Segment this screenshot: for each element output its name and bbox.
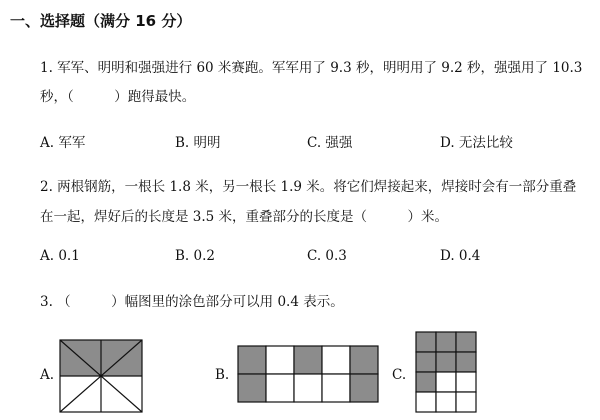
question-2-text-line1: 2. 两根钢筋，一根长 1.8 米，另一根长 1.9 米。将它们焊接起来，焊接时会有一部分重叠 [40,179,577,195]
figure-b-shaded-cell [350,346,378,374]
figure-c-grid[interactable] [416,332,476,412]
figure-c-shaded-cell [436,332,456,352]
figure-c-shaded-cell [456,332,476,352]
figure-b-shaded-cell [238,374,266,402]
figure-b-cell [322,374,350,402]
figure-c-cell [456,392,476,412]
question-2-text-line2: 在一起，焊好后的长度是 3.5 米，重叠部分的长度是（ ）米。 [40,209,449,225]
figure-b-cell [322,346,350,374]
figure-b-shaded-cell [294,346,322,374]
figure-c-cell [436,392,456,412]
question-1-option-a[interactable]: A. 军军 [40,135,86,151]
question-3-option-a-label[interactable]: A. [40,367,55,383]
figure-b-shaded-cell [238,346,266,374]
figure-b-grid[interactable] [238,346,378,402]
figure-b-cell [266,346,294,374]
figure-c-cell [456,372,476,392]
question-3-option-c-label[interactable]: C. [392,367,407,383]
question-3-text: 3. （ ）幅图里的涂色部分可以用 0.4 表示。 [40,294,344,310]
figure-c-cell [436,372,456,392]
section-title: 一、选择题（满分 16 分） [10,12,192,30]
question-2-option-d[interactable]: D. 0.4 [440,248,481,264]
figure-c-shaded-cell [416,352,436,372]
figure-c-shaded-cell [436,352,456,372]
question-1-option-d[interactable]: D. 无法比较 [440,135,513,151]
figure-a-triangles[interactable] [60,340,142,412]
figure-c-shaded-cell [456,352,476,372]
figure-c-shaded-cell [416,372,436,392]
figure-c-cell [416,392,436,412]
question-1-option-c[interactable]: C. 强强 [307,135,353,151]
figure-b-shaded-cell [350,374,378,402]
question-1-text-line1: 1. 军军、明明和强强进行 60 米赛跑。军军用了 9.3 秒，明明用了 9.2 秒，强强用了 10.3 [40,60,583,76]
figure-b-cell [266,374,294,402]
question-2-option-b[interactable]: B. 0.2 [175,248,215,264]
question-2-option-c[interactable]: C. 0.3 [307,248,347,264]
figure-b-cell [294,374,322,402]
question-2-option-a[interactable]: A. 0.1 [40,248,80,264]
question-1-option-b[interactable]: B. 明明 [175,135,221,151]
question-1-text-line2: 秒，（ ）跑得最快。 [40,89,196,105]
figure-c-shaded-cell [416,332,436,352]
question-3-option-b-label[interactable]: B. [215,367,230,383]
